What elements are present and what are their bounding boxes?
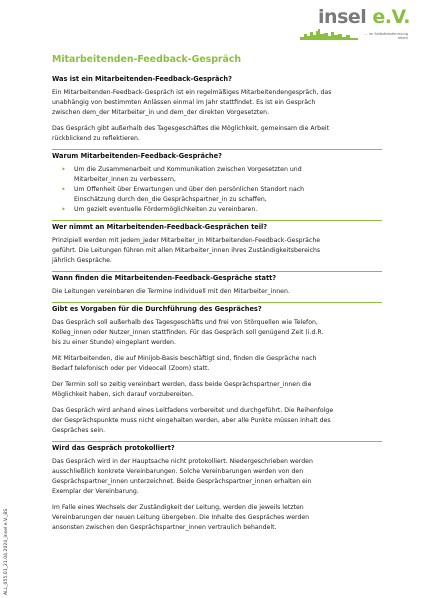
skyline-icon — [300, 28, 358, 40]
text-line: Das Gespräch wird anhand eines Leitfadens vorbereitet und durchgeführt. Die Reihenfolge — [52, 407, 334, 414]
text-line: Das Gespräch soll außerhalb des Tagesgeschäfts und frei von Störquellen wie Telefon, — [52, 319, 318, 326]
text-line: geführt. Die Leitungen führen mit allen Mitarbeiter_innen ihres Zuständigkeitsbereichs — [52, 247, 321, 254]
text-line: ausschließlich konkrete Vereinbarungen. Solche Vereinbarungen werden von den — [52, 468, 304, 475]
section-heading: Wann finden die Mitarbeitenden-Feedback-Gespräche statt? — [52, 274, 277, 282]
text-line: Im Falle eines Wechsels der Zuständigkeit der Leitung, werden die jeweils letzten — [52, 504, 304, 511]
section-divider — [52, 149, 382, 150]
bullet-item — [74, 205, 382, 215]
body-paragraph — [52, 406, 382, 436]
text-line: unabhängig von bestimmten Anlässen einmal im Jahr stattfindet. Es ist ein Gespräch — [52, 99, 316, 106]
text-line: Die Leitungen vereinbaren die Termine individuell mit den Mitarbeiter_innen. — [52, 288, 290, 295]
document-body — [52, 75, 382, 533]
text-line: Das Gespräch gibt außerhalb des Tagesgeschäftes die Möglichkeit, gemeinsam die Arbeit — [52, 125, 330, 132]
text-line: Gesprächspartner_innen unterzeichnet. Beide Gesprächspartner_innen erhalten ein — [52, 478, 312, 485]
body-paragraph — [52, 287, 382, 297]
logo-name-part2: e.V. — [366, 6, 410, 28]
text-line: bis zu einer Stunde) eingeplant werden. — [52, 339, 176, 346]
text-line: jährlich Gespräche. — [52, 257, 112, 264]
text-line: rückblickend zu reflektieren. — [52, 135, 140, 142]
text-line: Vereinbarungen der neuen Leitung übergeben. Die Inhalte des Gespräches werden — [52, 514, 310, 521]
section-heading: Gibt es Vorgaben für die Durchführung des Gespräches? — [52, 305, 262, 313]
section-heading: Was ist ein Mitarbeitenden-Feedback-Gespräch? — [52, 75, 232, 83]
bullet-item — [74, 185, 382, 205]
text-line: zwischen dem_der Mitarbeiter_in und dem_der direkten Vorgesetzten. — [52, 109, 270, 116]
text-line: Bedarf telefonisch oder per Videocall (Zoom) statt. — [52, 365, 210, 372]
body-paragraph — [52, 318, 382, 348]
section-heading: Warum Mitarbeitenden-Feedback-Gespräche? — [52, 152, 222, 160]
insel-logo — [300, 6, 410, 44]
section-divider — [52, 271, 382, 272]
bullet-item — [74, 165, 382, 185]
text-line: Der Termin soll so zeitig vereinbart werden, dass beide Gesprächspartner_innen die — [52, 381, 312, 388]
body-paragraph — [52, 457, 382, 497]
bullet-list — [52, 165, 382, 215]
section-divider — [52, 220, 382, 221]
text-line: Ein Mitarbeitenden-Feedback-Gespräch ist ein regelmäßiges Mitarbeitendengespräch, das — [52, 89, 332, 96]
text-line: • Um gezielt eventuelle Fördermöglichkeiten zu vereinbaren. — [74, 206, 258, 213]
body-paragraph — [52, 88, 382, 118]
logo-name-part1: insel — [318, 6, 367, 28]
logo-wordmark — [318, 6, 410, 28]
text-line: Möglichkeit haben, sich darauf vorzubereiten. — [52, 391, 194, 398]
document-reference: ALL_055.01_21.04.2024_insel e.V._BS — [4, 508, 9, 595]
text-line: ansonsten zwischen den Gesprächspartner_innen vertraulich behandelt. — [52, 524, 277, 531]
body-paragraph — [52, 236, 382, 266]
text-line: Prinzipiell werden mit jedem_jeder Mitarbeiter_in Mitarbeitenden-Feedback-Gespräche — [52, 237, 321, 244]
text-line: Mit Mitarbeitenden, die auf Minijob-Basis beschäftigt sind, finden die Gespräche nach — [52, 355, 317, 362]
page-title: Mitarbeitenden-Feedback-Gespräch — [52, 54, 242, 65]
body-paragraph — [52, 503, 382, 533]
body-paragraph — [52, 124, 382, 144]
text-line: • Um die Zusammenarbeit und Kommunikation zwischen Vorgesetzten und — [74, 166, 302, 173]
section-heading: Wird das Gespräch protokolliert? — [52, 444, 175, 452]
text-line: Einschätzung durch den_die Gesprächspartner_in zu schaffen, — [74, 196, 267, 203]
section-heading: Wer nimmt an Mitarbeitenden-Feedback-Gesprächen teil? — [52, 223, 268, 231]
text-line: Exemplar der Vereinbarung. — [52, 488, 139, 495]
section-divider — [52, 302, 382, 303]
text-line: Kolleg_innen oder Nutzer_innen stattfinden. Für das Gespräch soll genügend Zeit (i.d.R. — [52, 329, 324, 336]
text-line: Mitarbeiter_innen zu verbessern, — [74, 176, 176, 183]
text-line: der Gesprächspunkte muss nicht eingehalten werden, aber alle Punkte müssen inhalt des — [52, 417, 331, 424]
body-paragraph — [52, 380, 382, 400]
logo-subtitle: ... im Selbstbestimmung leben — [364, 32, 408, 40]
text-line: • Um Offenheit über Erwartungen und über den persönlichen Standort nach — [74, 186, 305, 193]
text-line: Gespräches sein. — [52, 427, 106, 434]
section-divider — [52, 441, 382, 442]
text-line: Das Gespräch wird in der Hauptsache nicht protokolliert. Niedergeschrieben werden — [52, 458, 313, 465]
body-paragraph — [52, 354, 382, 374]
